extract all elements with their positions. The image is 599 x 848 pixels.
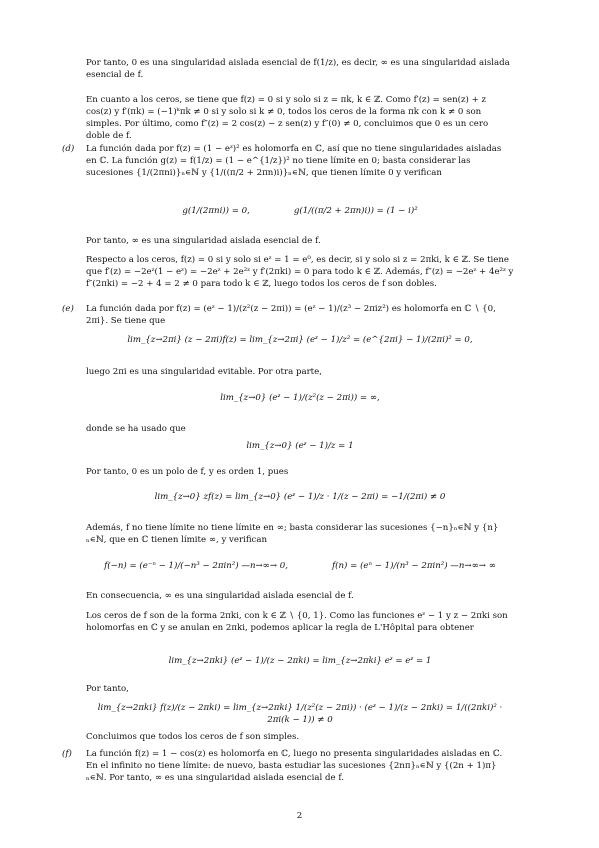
paragraph-e-therefore: Por tanto,: [86, 684, 129, 694]
paragraph-e-pole: Por tanto, 0 es un polo de f, y es orden 1, pues: [86, 467, 289, 477]
paragraph-e-removable: luego 2πi es una singularidad evitable. Por otra parte,: [86, 367, 322, 377]
equation-d-right: g(1/((π/2 + 2πn)i)) = (1 − i)²: [293, 206, 418, 216]
paragraph-zeros-c: En cuanto a los ceros, se tiene que f(z) = 0 si y solo si z = πk, k ∈ ℤ. Como f′(z) = sen(z) + z cos(z) y f′(πk) = (−1)ᵏπk ≠ 0 si y solo si k ≠ 0, todos los ceros de la forma πk con k ≠ 0 son simples. Por último, como f″(z) = 2 cos(z) − z sen(z) y f″(0) ≠ 0, concluimos que 0 es un cero doble de f.: [86, 95, 489, 141]
paragraph-e-where: donde se ha usado que: [86, 424, 186, 434]
item-d-label: (d): [62, 144, 75, 154]
equation-e-left: f(−n) = (e⁻ⁿ − 1)/(−n³ − 2πin²) —n→∞→ 0,: [104, 561, 288, 571]
paragraph-e-essential: En consecuencia, ∞ es una singularidad aislada esencial de f.: [86, 591, 354, 601]
item-e: [62, 303, 514, 327]
equation-e-zero-order: lim_{z→2πki} f(z)/(z − 2πki) = lim_{z→2πki} 1/(z²(z − 2πi)) · (eᶻ − 1)/(z − 2πki) = 1/((2πki)² · 2πi(k − 1)) ≠ 0: [97, 703, 503, 725]
equation-e-lhopital: lim_{z→2πki} (eᶻ − 1)/(z − 2πki) = lim_{z→2πki} eᶻ = eᶻ = 1: [168, 656, 432, 666]
item-f: [62, 748, 514, 784]
item-f-text: La función f(z) = 1 − cos(z) es holomorfa en ℂ, luego no presenta singularidades aisladas en ℂ. En el infinito no tiene límite: de nuevo, basta estudiar las sucesiones {2nπ}ₙ∊ℕ y {(2n + 1)π}ₙ∊ℕ. Por tanto, ∞ es una singularidad aislada esencial de f.: [86, 749, 503, 783]
equation-d-left: g(1/(2πni)) = 0,: [182, 206, 250, 216]
paragraph-e-zeros: Los ceros de f son de la forma 2πki, con k ∈ ℤ ∖ {0, 1}. Como las funciones eᶻ − 1 y z − 2πki son holomorfas en ℂ y se anulan en 2πki, podemos aplicar la regla de L'Hôpital para obtener: [86, 611, 508, 633]
item-f-label: (f): [62, 749, 72, 759]
item-e-text: La función dada por f(z) = (eᶻ − 1)/(z²(z − 2πi)) = (eᶻ − 1)/(z³ − 2πiz²) es holomorfa en ℂ ∖ {0, 2πi}. Se tiene que: [86, 304, 496, 326]
item-e-label: (e): [62, 304, 74, 314]
equation-e-pole-order: lim_{z→0} zf(z) = lim_{z→0} (eᶻ − 1)/z · 1/(z − 2πi) = −1/(2πi) ≠ 0: [154, 492, 446, 502]
paragraph-intro-singularity: Por tanto, 0 es una singularidad aislada esencial de f(1/z), es decir, ∞ es una singularidad aislada esencial de f.: [86, 58, 510, 80]
page-number: 2: [296, 811, 303, 821]
equation-e-limit-one: lim_{z→0} (eᶻ − 1)/z = 1: [246, 441, 354, 451]
paragraph-e-simple-zeros: Concluimos que todos los ceros de f son simples.: [86, 732, 300, 742]
paragraph-d-zeros: Respecto a los ceros, f(z) = 0 si y solo si eᶻ = 1 = e⁰, es decir, si y solo si z = 2πki, k ∈ ℤ. Se tiene que f′(z) = −2eᶻ(1 − eᶻ) = −2eᶻ + 2e²ᶻ y f′(2πki) = 0 para todo k ∈ ℤ. Además, f″(z) = −2eᶻ + 4e²ᶻ y f″(2πki) = −2 + 4 = 2 ≠ 0 para todo k ∈ ℤ, luego todos los ceros de f son dobles.: [86, 255, 514, 289]
paragraph-e-no-limit: Además, f no tiene límite no tiene límite en ∞; basta considerar las sucesiones {−n}ₙ∊ℕ y {n}ₙ∊ℕ, que en ℂ tienen límite ∞, y verifican: [86, 523, 499, 545]
equation-d-sequences: [86, 205, 514, 217]
item-d-text: La función dada por f(z) = (1 − eᶻ)² es holomorfa en ℂ, así que no tiene singularidades aisladas en ℂ. La función g(z) = f(1/z) = (1 − e^{1/z})² no tiene límite en 0; basta considerar las sucesiones {1/(2πni)}ₙ∊ℕ y {1/((π/2 + 2πn)i)}ₙ∊ℕ, que tienen límite 0 y verifican: [86, 144, 502, 178]
equation-e-limit-2pii: lim_{z→2πi} (z − 2πi)f(z) = lim_{z→2πi} (eᶻ − 1)/z² = (e^{2πi} − 1)/(2πi)² = 0,: [127, 335, 473, 345]
paragraph-d-conclusion: Por tanto, ∞ es una singularidad aislada esencial de f.: [86, 236, 321, 246]
item-d: [62, 143, 514, 179]
equation-e-sequences: [86, 560, 514, 572]
equation-e-right: f(n) = (eⁿ − 1)/(n³ − 2πin²) —n→∞→ ∞: [331, 561, 496, 571]
equation-e-limit-infinity: lim_{z→0} (eᶻ − 1)/(z²(z − 2πi)) = ∞,: [220, 393, 380, 403]
